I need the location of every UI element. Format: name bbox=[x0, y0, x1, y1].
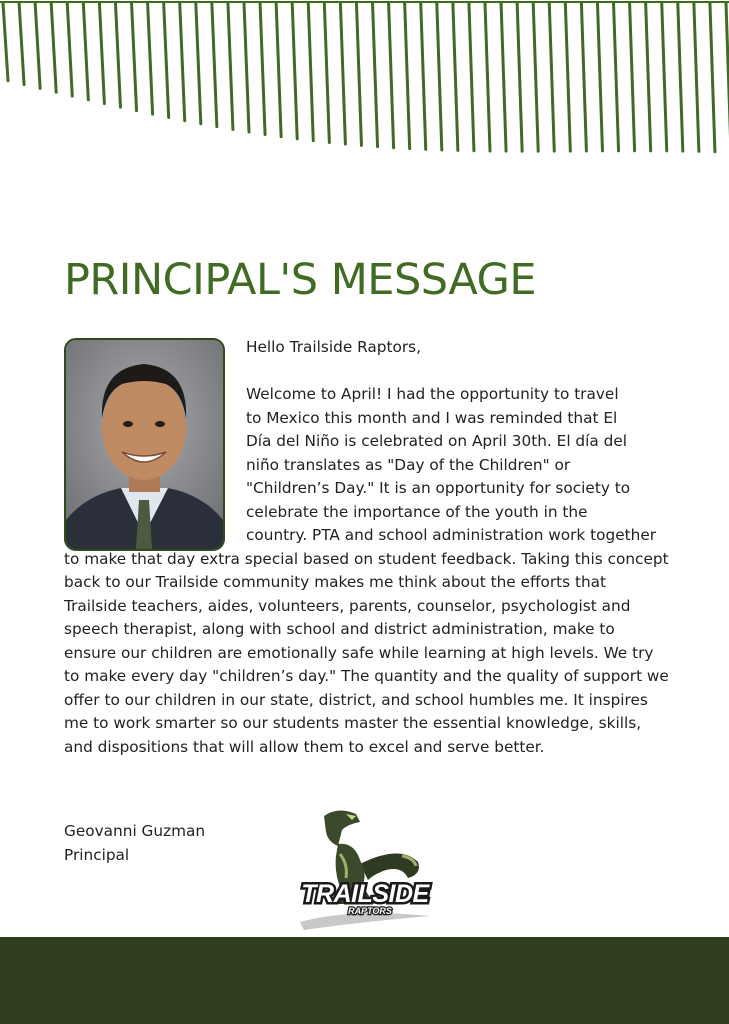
fringe-strand bbox=[678, 3, 683, 151]
fringe-strand bbox=[356, 3, 361, 145]
page-title: PRINCIPAL'S MESSAGE bbox=[64, 255, 537, 305]
logo-text-sub: RAPTORS bbox=[348, 906, 392, 916]
fringe-strand bbox=[485, 3, 490, 151]
letter-line: celebrate the importance of the youth in the bbox=[246, 502, 588, 521]
letter-line: to Mexico this month and I was reminded that El bbox=[246, 408, 618, 427]
fringe-strand bbox=[614, 3, 619, 151]
letter-greeting: Hello Trailside Raptors, bbox=[246, 338, 421, 356]
fringe-strand bbox=[164, 3, 169, 117]
fringe-strand bbox=[196, 3, 201, 124]
fringe-strand bbox=[99, 3, 104, 103]
letter-line: niño translates as "Day of the Children" or bbox=[246, 455, 571, 474]
fringe-strand bbox=[19, 3, 24, 85]
fringe-strand bbox=[389, 3, 394, 148]
fringe-strand bbox=[453, 3, 458, 150]
fringe-strand bbox=[630, 3, 635, 151]
fringe-strand bbox=[581, 3, 586, 151]
letter-paragraph bbox=[64, 383, 670, 759]
fringe-strand bbox=[646, 3, 651, 151]
fringe-strand bbox=[662, 3, 667, 151]
fringe-strand bbox=[549, 3, 554, 151]
letter-line: Día del Niño is celebrated on April 30th. El día del bbox=[246, 432, 627, 450]
fringe-strand bbox=[340, 3, 345, 144]
letter-body bbox=[64, 336, 670, 759]
footer-bar bbox=[0, 937, 729, 1024]
logo-text-main: TRAILSIDE bbox=[301, 880, 429, 908]
letter-line: Welcome to April! I had the opportunity to travel bbox=[246, 385, 619, 403]
fringe-strand bbox=[228, 3, 233, 129]
fringe-strand bbox=[469, 3, 474, 151]
fringe-strand bbox=[276, 3, 281, 137]
fringe-strand bbox=[132, 3, 137, 111]
fringe-strand bbox=[694, 3, 699, 151]
fringe-strand bbox=[597, 3, 602, 151]
raptor-mascot-logo-icon bbox=[290, 804, 440, 936]
fringe-strand bbox=[148, 3, 153, 114]
letter-line-start: country. bbox=[246, 526, 313, 544]
fringe-strand bbox=[83, 3, 88, 100]
signature-block bbox=[64, 820, 205, 867]
signature-role: Principal bbox=[64, 845, 130, 864]
fringe-strand bbox=[373, 3, 378, 147]
fringe-strand bbox=[260, 3, 265, 134]
letter-line: "Children’s Day." It is an opportunity for society to bbox=[246, 479, 631, 497]
fringe-strand bbox=[565, 3, 570, 151]
signature-name: Geovanni Guzman bbox=[64, 822, 206, 840]
fringe-strand bbox=[421, 3, 426, 149]
fringe-strand bbox=[437, 3, 442, 150]
fringe-strand bbox=[3, 3, 8, 81]
decorative-fringe-border bbox=[0, 0, 729, 225]
fringe-strand bbox=[710, 3, 715, 152]
fringe-strand bbox=[244, 3, 249, 132]
fringe-strand bbox=[212, 3, 217, 127]
fringe-strand bbox=[533, 3, 538, 151]
letter-continuation: PTA and school administration work together to make that day extra special based on student feedback. Taking this concept back to our Trailside community makes me think about the efforts that Trailside teachers, aides, volunteers, parents, counselor, psychologist and speech therapist, along with school and district administration, make to ensure our children are emotionally safe while learning at high levels. We try to make every day "children’s day." The quantity and the quality of support we offer to our children in our state, district, and school humbles me. It inspires me to work smarter so our students master the essential knowledge, skills, and dispositions that will allow them to excel and serve better. bbox=[64, 526, 669, 756]
fringe-strand bbox=[292, 3, 297, 139]
fringe-strand bbox=[405, 3, 410, 149]
fringe-strand bbox=[35, 3, 40, 88]
fringe-strand bbox=[51, 3, 56, 92]
fringe-strand bbox=[115, 3, 120, 107]
fringe-strand bbox=[67, 3, 72, 96]
fringe-strand bbox=[308, 3, 313, 141]
fringe-strand bbox=[324, 3, 329, 142]
fringe-strand bbox=[180, 3, 185, 121]
fringe-strand bbox=[501, 3, 506, 151]
fringe-strand bbox=[517, 3, 522, 151]
